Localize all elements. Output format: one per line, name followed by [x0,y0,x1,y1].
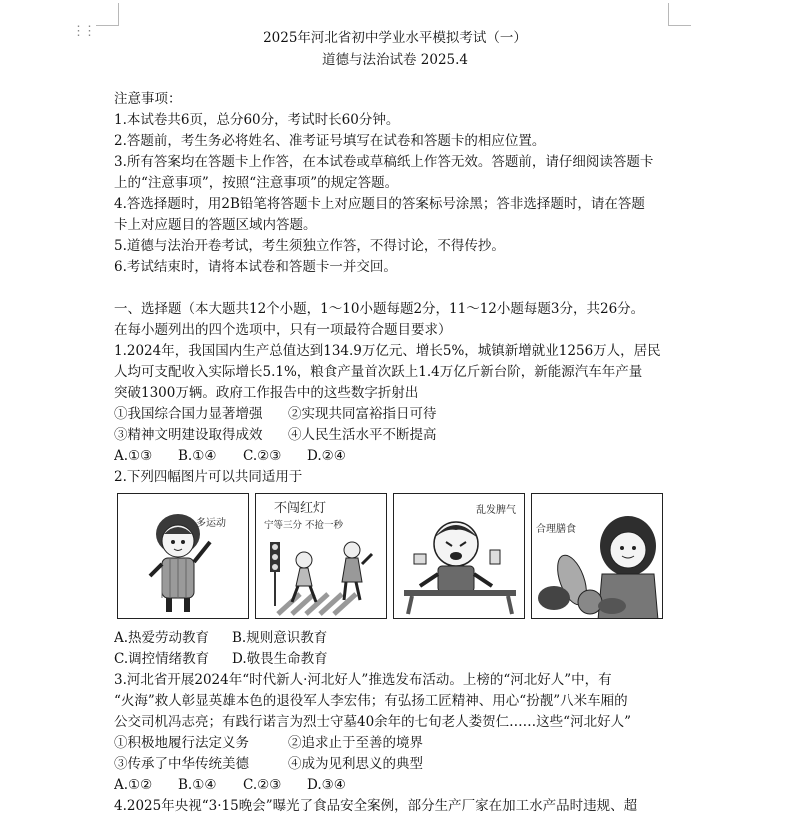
question-1-stem: 人均可支配收入实际增长5.1%，粮食产量首次跃上1.4万亿斤新台阶，新能源汽车年产量 [114,364,643,380]
note-line: 6.考试结束时，请将本试卷和答题卡一并交回。 [114,259,397,275]
question-3-statements [114,733,674,754]
question-3-stem: “火海”救人彰显英雄本色的退役军人李宏伟；有弘扬工匠精神、用心“扮靓”八米车厢的 [114,693,628,709]
image-temper [393,493,525,619]
caption-exercise: 多运动 [196,518,226,529]
note-line: 4.答选择题时，用2B铅笔将答题卡上对应题目的答案标号涂黑；答非选择题时，请在答题 [114,196,645,212]
image-diet [531,493,663,619]
question-1-statements [114,404,674,425]
question-1-stem: 1.2024年，我国国内生产总值达到134.9万亿元、增长5%，城镇新增就业1256万人，居民 [114,343,661,359]
note-line: 5.道德与法治开卷考试，考生须独立作答，不得讨论，不得传抄。 [114,238,505,254]
note-line: 3.所有答案均在答题卡上作答，在本试卷或草稿纸上作答无效。答题前，请仔细阅读答题卡 [114,154,654,170]
question-4-stem: 4.2025年央视“3·15晚会”曝光了食品安全案例，部分生产厂家在加工水产品时违规、超 [114,798,638,814]
exam-title: 2025年河北省初中学业水平模拟考试（一） [263,30,527,46]
image-traffic [255,493,387,619]
note-line: 上的“注意事项”，按照“注意事项”的规定答题。 [114,175,399,191]
section-heading: 一、选择题（本大题共12个小题，1～10小题每题2分，11～12小题每题3分，共26分。 [114,301,645,317]
question-3-stem: 公交司机冯志亮；有践行诺言为烈士守墓40余年的七旬老人娄贺仁……这些“河北好人” [114,714,631,730]
option-a: A.①② [114,777,153,793]
questions-continued [114,628,674,817]
option-c: C.②③ [243,777,282,793]
question-1-stem: 突破1300万辆。政府工作报告中的这些数字折射出 [114,385,419,401]
statement: ①积极地履行法定义务 [114,735,249,751]
option-d: D.②④ [307,448,346,464]
caption-traffic-title: 不闯红灯 [274,501,327,516]
question-1-statements [114,425,674,446]
question-2-images [117,493,665,621]
option-a: A.热爱劳动教育 [114,630,210,646]
drag-handle-icon[interactable]: ⋮⋮ [72,24,94,39]
caption-temper: 乱发脾气 [476,505,516,516]
caption-diet: 合理膳食 [536,524,576,535]
option-b: B.①④ [178,777,217,793]
statement: ③精神文明建设取得成效 [114,427,263,443]
option-c: C.②③ [243,448,282,464]
option-d: D.③④ [307,777,346,793]
page-corner-mark-left [96,3,119,26]
question-3-options [114,775,674,796]
note-line: 1.本试卷共6页，总分60分，考试时长60分钟。 [114,112,400,128]
notes-heading: 注意事项： [114,91,182,107]
section-instruction: 在每小题列出的四个选项中，只有一项最符合题目要求） [114,322,452,338]
option-c: C.调控情绪教育 [114,651,210,667]
note-line: 卡上对应题目的答题区域内答题。 [114,217,317,233]
statement: ①我国综合国力显著增强 [114,406,263,422]
question-2-stem: 2.下列四幅图片可以共同适用于 [114,469,303,485]
caption-traffic-sub: 宁等三分 不抢一秒 [264,520,344,531]
question-3-stem: 3.河北省开展2024年“时代新人·河北好人”推选发布活动。上榜的“河北好人”中，有 [114,672,612,688]
image-exercise [117,493,249,619]
statement: ②实现共同富裕指日可待 [288,406,437,422]
notes-block [114,89,674,488]
statement: ③传承了中华传统美德 [114,756,249,772]
question-3-statements [114,754,674,775]
question-2-options [114,649,674,670]
statement: ④人民生活水平不断提高 [288,427,437,443]
page-corner-mark-right [668,3,691,26]
exam-subtitle: 道德与法治试卷 2025.4 [321,52,469,68]
healthy-diet-illustration [532,494,663,619]
option-b: B.规则意识教育 [232,630,328,646]
statement: ④成为见利思义的典型 [288,756,423,772]
question-1-options [114,446,674,467]
note-line: 2.答题前，考生务必将姓名、准考证号填写在试卷和答题卡的相应位置。 [114,133,546,149]
question-2-options [114,628,674,649]
option-a: A.①③ [114,448,153,464]
option-d: D.敬畏生命教育 [232,651,328,667]
statement: ②追求止于至善的境界 [288,735,423,751]
girl-exercise-illustration [118,494,249,619]
option-b: B.①④ [178,448,217,464]
